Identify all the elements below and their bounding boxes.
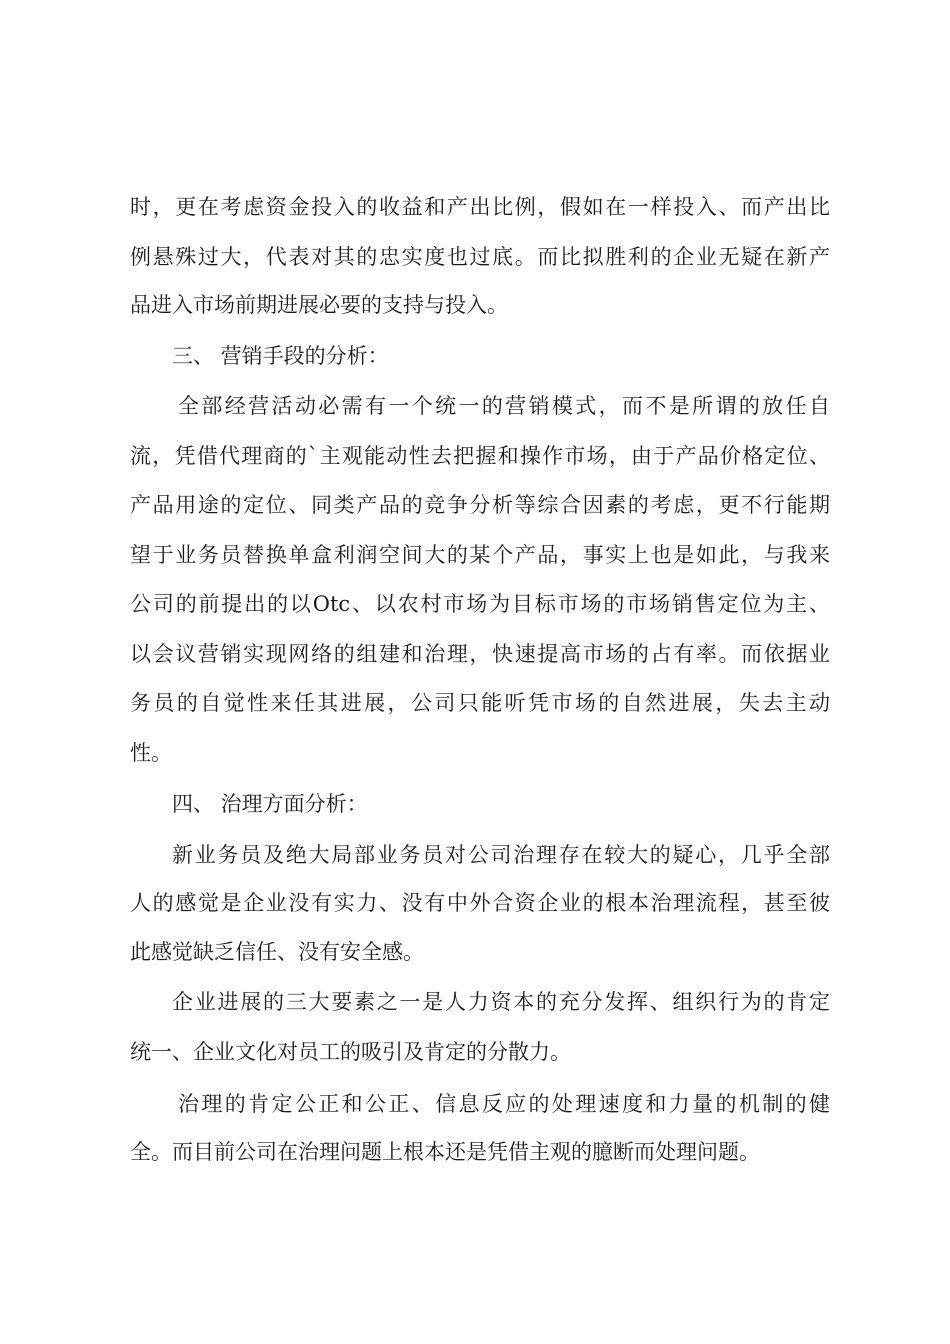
body-text-line: 品进入市场前期进展必要的支持与投入。 bbox=[130, 293, 508, 317]
body-text-line: 务员的自觉性来任其进展，公司只能听凭市场的自然进展，失去主动 bbox=[130, 691, 830, 715]
body-text-line: 企业进展的三大要素之一是人力资本的充分发挥、组织行为的肯定 bbox=[172, 990, 830, 1014]
body-text-line: 人的感觉是企业没有实力、没有中外合资企业的根本治理流程，甚至彼 bbox=[130, 891, 830, 915]
body-text-line: 全。而目前公司在治理问题上根本还是凭借主观的臆断而处理问题。 bbox=[130, 1140, 760, 1164]
body-text-line: 此感觉缺乏信任、没有安全感。 bbox=[130, 940, 424, 964]
body-text-line: 新业务员及绝大局部业务员对公司治理存在较大的疑心，几乎全部 bbox=[172, 843, 830, 867]
body-text-line: 例悬殊过大，代表对其的忠实度也过底。而比拟胜利的企业无疑在新产 bbox=[130, 245, 830, 269]
body-text-line: 流，凭借代理商的`主观能动性去把握和操作市场，由于产品价格定位、 bbox=[130, 444, 830, 468]
body-text-line: 以会议营销实现网络的组建和治理，快速提高市场的占有率。而依据业 bbox=[130, 642, 830, 666]
body-text-line: 公司的前提出的以Otc、以农村市场为目标市场的市场销售定位为主、 bbox=[130, 592, 830, 616]
body-text-line: 望于业务员替换单盒利润空间大的某个产品，事实上也是如此，与我来 bbox=[130, 543, 830, 567]
body-text-line: 性。 bbox=[130, 741, 172, 765]
body-text-line: 统一、企业文化对员工的吸引及肯定的分散力。 bbox=[130, 1040, 571, 1064]
body-text-line: 治理的肯定公正和公正、信息反应的处理速度和力量的机制的健 bbox=[178, 1092, 830, 1116]
body-text-line: 全部经营活动必需有一个统一的营销模式，而不是所谓的放任自 bbox=[178, 394, 830, 418]
section-heading-management: 四、 治理方面分析： bbox=[172, 792, 368, 816]
body-text-line: 产品用途的定位、同类产品的竞争分析等综合因素的考虑，更不行能期 bbox=[130, 493, 830, 517]
body-text-line: 时，更在考虑资金投入的收益和产出比例，假如在一样投入、而产出比 bbox=[130, 195, 830, 219]
section-heading-marketing: 三、 营销手段的分析： bbox=[172, 344, 389, 368]
